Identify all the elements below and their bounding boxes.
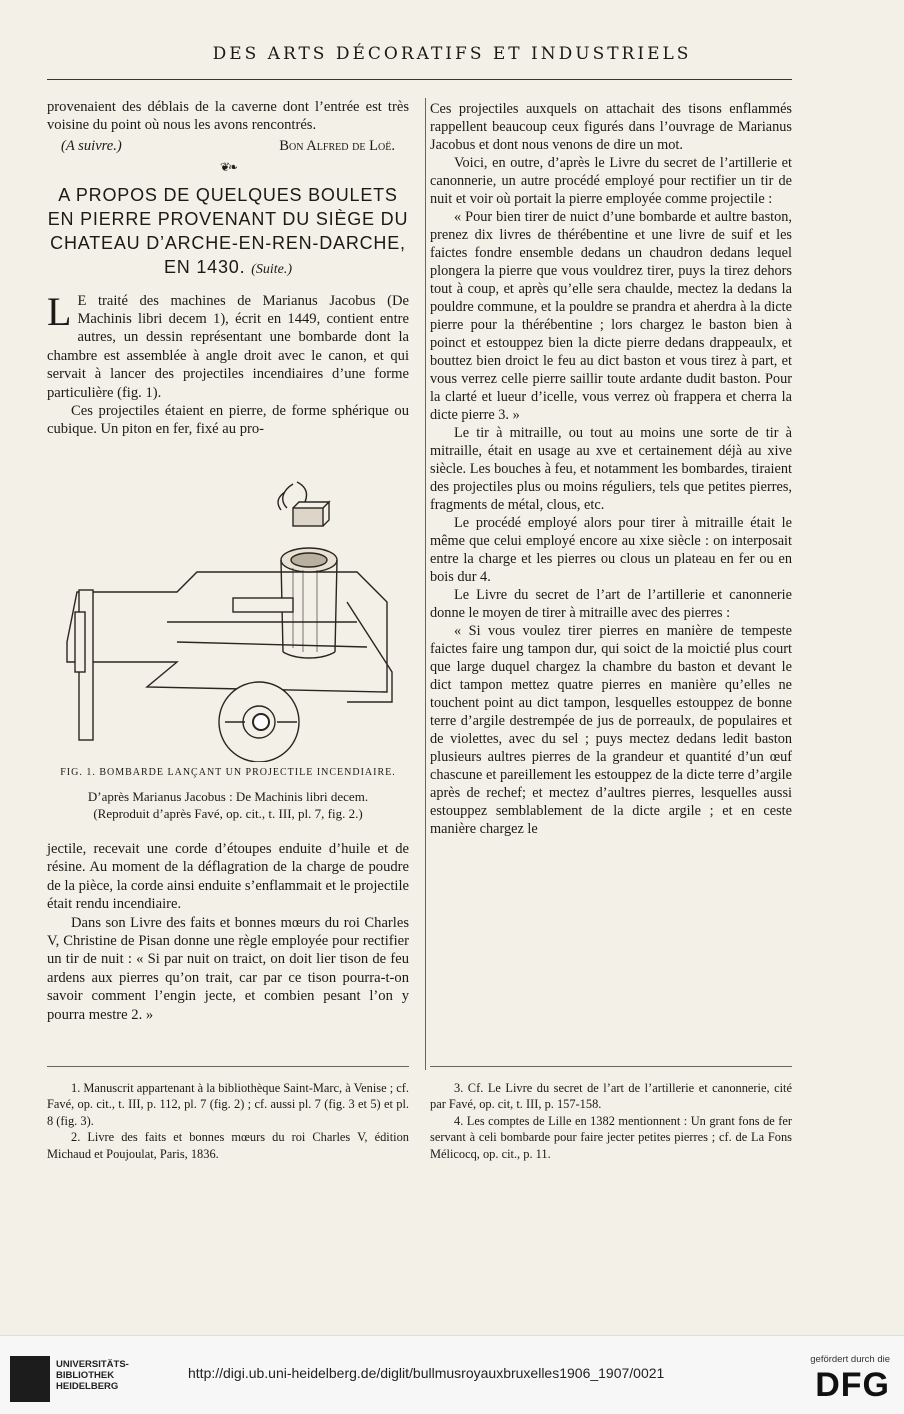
dfg-logo: DFG: [815, 1366, 890, 1404]
article-title: [47, 183, 409, 282]
permalink-url[interactable]: http://digi.ub.uni-heidelberg.de/diglit/bullmusroyauxbruxelles1906_1907/0021: [188, 1365, 665, 1381]
right-column: [430, 100, 792, 838]
footnote-3: 3. Cf. Le Livre du secret de l’art de l’artillerie et canonnerie, cité par Favé, op. cit, t. III, p. 157-158.: [430, 1081, 792, 1112]
footnote-1: 1. Manuscrit appartenant à la bibliothèque Saint-Marc, à Venise ; cf. Favé, op. cit., t. III, p. 112, pl. 7 (fig. 2) ; cf. aussi pl. 7 (fig. 3 et 5) et pl. 8 (fig. 3).: [47, 1081, 409, 1128]
right-para-3: « Pour bien tirer de nuict d’une bombarde et aultre baston, prenez dix livres de thérébentine et une livre de suif et les faictes fondre ensemble dedans un chaudron dedans lequel plongera la pierre que vous vouldrez tirer, puys la tirez dehors tout à coup, et après qu’elle sera chaulde, mectez la dedans la pouldre commune, et la pouldre se prandra et aherdra à la dicte pierre pour la thérébentine ; lors chargez le baston bien à poinct et estouppez bien la dicte pierre dedans drappeaulx, et bouttez bien droict le feu au dict baston et vous tirez à part, et vous verrez celle pierre saillir toute ardante dudit baston. Pour la clarté et lueur d’icelle, vous verrez où frappera et cherra la dicte pierre 3. »: [430, 209, 792, 423]
right-para-1: Ces projectiles auxquels on attachait des tisons enflammés rappellent beaucoup ceux figurés dans l’ouvrage de Marianus Jacobus et dont nous venons de dire un mot.: [430, 101, 792, 153]
right-para-5: Le procédé employé alors pour tirer à mitraille était le même que celui employé encore au xixe siècle : on interposait entre la charge et les pierres ou clous un plateau en fer ou en bois dur 4.: [430, 515, 792, 585]
signoff-left: (A suivre.): [61, 137, 122, 154]
para-4: Dans son Livre des faits et bonnes mœurs du roi Charles V, Christine de Pisan donne une règle employée pour rectifier un tir de nuit : « Si par nuit on traict, on doit lier tison de feu ardens aux pierres qu’on trait, car par ce tison pourra-t-on savoir comment l’engin jecte, et combien pesant l’on y pourra mestre 2. »: [47, 914, 409, 1023]
signoff: [47, 137, 409, 155]
para-2: Ces projectiles étaient en pierre, de forme sphérique ou cubique. Un piton en fer, fixé au pro-: [47, 403, 409, 438]
figure-caption-block: [47, 762, 409, 822]
library-name: UNIVERSITÄTS- BIBLIOTHEK HEIDELBERG: [56, 1359, 129, 1392]
figure-source: D’après Marianus Jacobus : De Machinis libri decem.: [87, 789, 369, 805]
para-1-text: E traité des machines de Marianus Jacobus (De Machinis libri decem 1), écrit en 1449, contient entre autres, un dessin représentant une bombarde dont la chambre est assemblée à angle droit avec le canon, et qui servait à lancer des projectiles incendiaires d’une forme particulière (fig. 1).: [47, 292, 409, 401]
ornament-icon: ❦❧: [219, 160, 237, 175]
drop-cap: L: [47, 288, 72, 334]
library-logo-icon: [10, 1356, 50, 1402]
intro-paragraph: provenaient des déblais de la caverne dont l’entrée est très voisine du point où nous les avons rencontrés.: [47, 99, 409, 134]
bombard-illustration: [47, 472, 409, 762]
right-para-4: Le tir à mitraille, ou tout au moins une sorte de tir à mitraille, était en usage au xve et certainement déjà au xive siècle. Les bouches à feu, et notamment les bombardes, tiraient des projectiles plus ou moins réguliers, tels que petites pierres, fragments de métal, clous, etc.: [430, 425, 792, 513]
para-3: jectile, recevait une corde d’étoupes enduite d’huile et de résine. Au moment de la déflagration de la charge de poudre de la pièce, la corde ainsi enduite s’enflammait et le projectile était rendu incendiaire.: [47, 841, 409, 913]
footer-bar: [0, 1335, 904, 1414]
footnotes-right: [430, 1080, 792, 1162]
right-para-2: Voici, en outre, d’après le Livre du secret de l’artillerie et canonnerie, un autre procédé employé pour rectifier un tir de nuit et voir où portait la pierre employée comme projectile :: [430, 155, 792, 207]
right-para-7: « Si vous voulez tirer pierres en manière de tempeste faictes faire ung tampon dur, qui soict de la moictié plus court que large duquel chargez la chambre du baston et devant le dict tampon mettez quatre pierres en manière qu’elles ne touchent point au dict tampon, lesquelles estouppez de bonne terre d’argile destrempée de jus de porreaulx, de populaires et de violettes, avec du sel ; puys mectez dedans ledit baston plusieurs aultres pierres de la grandeur et quantité d’un œuf chascune et pareillement les estouppez de la dicte terre d’argile après de rechef; et mectez d’aultres pierres, lesquelles aussi estouppez semblablement de la dicte argile ; et en ceste manière chargez le: [430, 623, 792, 837]
title-text: A PROPOS DE QUELQUES BOULETS EN PIERRE PROVENANT DU SIÈGE DU CHATEAU D’ARCHE-EN-REN-DARCHE, EN 1430.: [47, 184, 409, 277]
signoff-author: Bon Alfred de Loë.: [279, 137, 395, 154]
header-rule: [47, 79, 792, 80]
right-para-6: Le Livre du secret de l’art de l’artillerie et canonnerie donne le moyen de tirer à mitraille avec des pierres :: [430, 587, 792, 621]
footnotes-left: [47, 1080, 409, 1162]
para-1: [47, 288, 409, 402]
left-column-top: [47, 98, 409, 439]
column-divider: [425, 98, 426, 1070]
figure-reproduction: (Reproduit d’après Favé, op. cit., t. III, pl. 7, fig. 2.): [93, 806, 363, 822]
funded-label: gefördert durch die: [810, 1354, 890, 1365]
footnote-rule-right: [430, 1066, 792, 1067]
footnote-4: 4. Les comptes de Lille en 1382 mentionnent : Un grant fons de fer servant à celi bombarde pour faire jecter petites pierres ; cf. de La Fons Mélicocq, op. cit., p. 11.: [430, 1113, 792, 1161]
footnote-2: 2. Livre des faits et bonnes mœurs du roi Charles V, édition Michaud et Poujoulat, Paris, 1836.: [47, 1130, 409, 1161]
left-column-bottom: [47, 840, 409, 1024]
footnote-rule-left: [47, 1066, 409, 1067]
figure-1: [47, 472, 409, 762]
figure-caption: FIG. 1. BOMBARDE LANÇANT UN PROJECTILE INCENDIAIRE.: [60, 767, 396, 778]
running-header: DES ARTS DÉCORATIFS ET INDUSTRIELS: [212, 44, 692, 64]
title-suffix: (Suite.): [251, 261, 293, 277]
